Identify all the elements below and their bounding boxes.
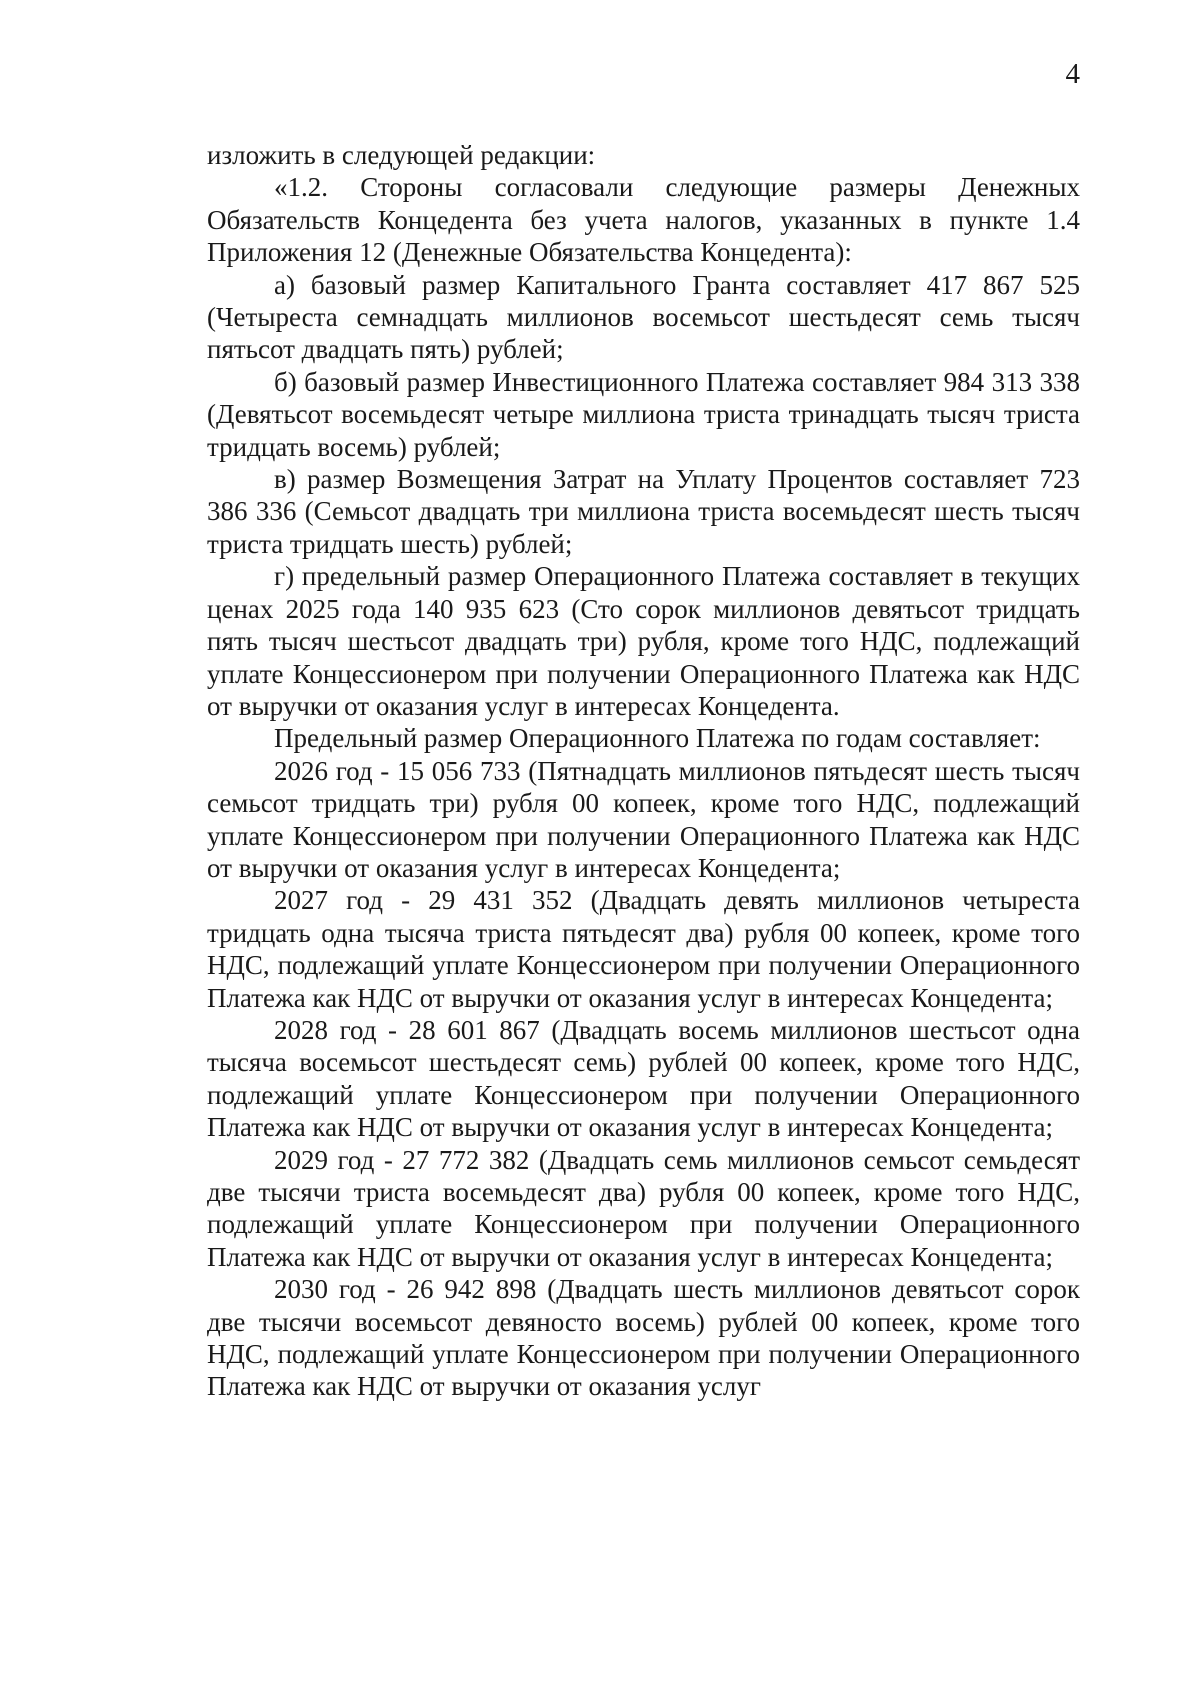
year-2028: 2028 год - 28 601 867 (Двадцать восемь миллионов шестьсот одна тысяча восемьсот шестьдесят семь) рублей 00 копеек, кроме того НДС, подлежащий уплате Концессионером при получении Операционного Платежа как НДС от выручки от оказания услуг в интересах Концедента; [207, 1014, 1080, 1143]
year-2030: 2030 год - 26 942 898 (Двадцать шесть миллионов девятьсот сорок две тысячи восемьсот девяносто восемь) рублей 00 копеек, кроме того НДС, подлежащий уплате Концессионером при получении Операционного Платежа как НДС от выручки от оказания услуг [207, 1274, 1080, 1402]
page-number: 4 [1065, 58, 1080, 90]
year-2026: 2026 год - 15 056 733 (Пятнадцать миллионов пятьдесят шесть тысяч семьсот тридцать три) рубля 00 копеек, кроме того НДС, подлежащий уплате Концессионером при получении Операционного Платежа как НДС от выручки от оказания услуг в интересах Концедента; [207, 755, 1080, 883]
item-b-investment-payment: б) базовый размер Инвестиционного Платежа составляет 984 313 338 (Девятьсот восемьдесят четыре миллиона триста тринадцать тысяч триста тридцать восемь) рублей; [207, 366, 1080, 462]
year-2029: 2029 год - 27 772 382 (Двадцать семь миллионов семьсот семьдесят две тысячи триста восемьдесят два) рубля 00 копеек, кроме того НДС, подлежащий уплате Концессионером при получении Операционного Платежа как НДС от выручки от оказания услуг в интересах Концедента; [207, 1144, 1080, 1272]
document-body [207, 139, 1080, 1403]
item-a-capital-grant: а) базовый размер Капитального Гранта составляет 417 867 525 (Четыреста семнадцать миллионов восемьсот шестьдесят семь тысяч пятьсот двадцать пять) рублей; [207, 269, 1080, 365]
yearly-breakdown-heading: Предельный размер Операционного Платежа по годам составляет: [274, 723, 1041, 754]
clause-1-2: «1.2. Стороны согласовали следующие размеры Денежных Обязательств Концедента без учета налогов, указанных в пункте 1.4 Приложения 12 (Денежные Обязательства Концедента): [207, 172, 1080, 268]
item-d-operational-payment: г) предельный размер Операционного Платежа составляет в текущих ценах 2025 года 140 935 623 (Сто сорок миллионов девятьсот тридцать пять тысяч шестьсот двадцать три) рубля, кроме того НДС, подлежащий уплате Концессионером при получении Операционного Платежа как НДС от выручки от оказания услуг в интересах Концедента. [207, 561, 1080, 721]
year-2027: 2027 год - 29 431 352 (Двадцать девять миллионов четыреста тридцать одна тысяча триста пятьдесят два) рубля 00 копеек, кроме того НДС, подлежащий уплате Концессионером при получении Операционного Платежа как НДС от выручки от оказания услуг в интересах Концедента; [207, 885, 1080, 1013]
item-c-interest-reimbursement: в) размер Возмещения Затрат на Уплату Процентов составляет 723 386 336 (Семьсот двадцать три миллиона триста восемьдесят шесть тысяч триста тридцать шесть) рублей; [207, 464, 1080, 559]
intro-line: изложить в следующей редакции: [207, 140, 596, 170]
